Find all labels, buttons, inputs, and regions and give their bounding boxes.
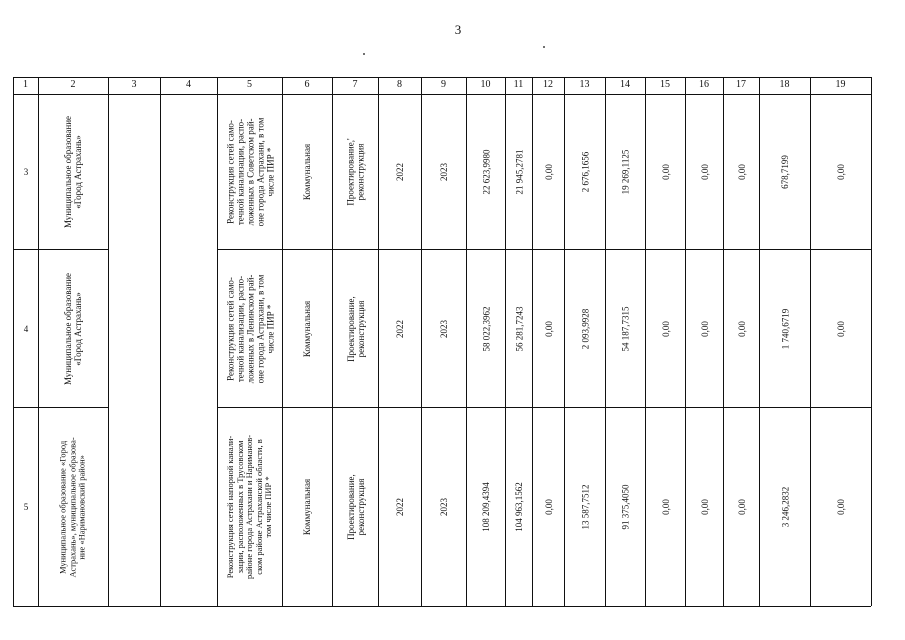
value-cell-col15: [646, 95, 685, 249]
object-name-cell: [218, 408, 282, 606]
value-cell-col15: [646, 408, 685, 606]
start-year-cell-text: 2022: [395, 498, 405, 516]
scan-speck: [363, 53, 365, 55]
start-year-cell-text: 2022: [395, 319, 405, 338]
object-name-cell-line: ложенных в Советском рай-: [245, 118, 255, 226]
work-type-cell: [333, 95, 378, 249]
value-cell-col10-text: 108 209,4394: [481, 482, 491, 532]
value-cell-col16: [686, 250, 723, 407]
object-name-cell-line: числе ПИР *: [265, 304, 275, 353]
scan-speck: [543, 46, 545, 48]
object-name-cell-line: течной канализации, распо-: [235, 275, 245, 382]
value-cell-col17: [724, 250, 759, 407]
row-number-text: 5: [23, 502, 29, 512]
value-cell-col15-text: 0,00: [660, 164, 671, 180]
header-col-12: 12: [543, 79, 553, 90]
row-number: [14, 95, 38, 249]
value-cell-col13-text: 2 093,9928: [580, 308, 590, 349]
object-name-cell-line: Реконструкция сетей само-: [225, 276, 235, 381]
start-year-cell: [379, 408, 421, 606]
value-cell-col11: [506, 408, 532, 606]
column-border: [160, 77, 161, 606]
row-number: [14, 408, 38, 606]
value-cell-col16-text: 0,00: [699, 499, 710, 515]
value-cell-col17-text: 0,00: [736, 164, 747, 180]
value-cell-col12-text: 0,00: [543, 320, 554, 337]
value-cell-col10-text: 22 623,9980: [481, 149, 491, 195]
work-type-cell-line: реконструкция: [355, 143, 366, 201]
work-type-cell-line: Проектирование,: [345, 474, 356, 540]
object-name-cell-line: оне города Астрахани, в том: [255, 117, 265, 227]
merged-cell-mask: [109, 406, 217, 409]
page-number: 3: [454, 22, 462, 37]
value-cell-col17: [724, 95, 759, 249]
start-year-cell-text: 2022: [395, 163, 405, 181]
value-cell-col12-text: 0,00: [543, 164, 554, 180]
work-type-cell: [333, 408, 378, 606]
work-type-cell-text: [346, 296, 366, 362]
row-number: [14, 250, 38, 407]
value-cell-col11-text: 104 963,1562: [514, 482, 524, 532]
end-year-cell-text: 2023: [439, 319, 449, 338]
object-name-cell-text: [225, 118, 275, 227]
object-name-cell: [218, 250, 282, 407]
value-cell-col13: [565, 408, 605, 606]
value-cell-col17-text: 0,00: [736, 499, 747, 515]
header-col-3: 3: [131, 79, 137, 90]
header-col-14: 14: [620, 79, 630, 90]
column-border: [871, 77, 872, 606]
end-year-cell-text: 2023: [439, 498, 449, 516]
value-cell-col13: [565, 250, 605, 407]
value-cell-col14-text: 54 187,7315: [620, 306, 631, 351]
merged-cell-mask: [109, 248, 217, 251]
value-cell-col13-text: 13 587,7512: [580, 484, 590, 530]
value-cell-col11: [506, 95, 532, 249]
value-cell-col16-text: 0,00: [699, 320, 710, 337]
object-name-cell-line: зации, расположенных в Трусовском: [234, 440, 245, 574]
municipality-cell-line: Муниципальное образование: [63, 115, 74, 229]
ownership-cell: [283, 408, 332, 606]
header-col-15: 15: [660, 79, 670, 90]
municipality-cell-line: Астрахань», муниципальное образова-: [67, 436, 78, 578]
object-name-cell-text: [225, 274, 275, 383]
value-cell-col18: [760, 408, 810, 606]
municipality-cell: [39, 408, 108, 606]
row-border: [13, 606, 871, 607]
object-name-cell-line: числе ПИР *: [265, 147, 275, 197]
column-border: [108, 77, 109, 606]
object-name-cell: [218, 95, 282, 249]
municipality-cell-line: Муниципальное образование: [63, 272, 74, 385]
object-name-cell-line: Реконструкция сетей само-: [225, 120, 235, 224]
object-name-cell-line: районе города Астрахани и Нариманов-: [244, 434, 255, 580]
work-type-cell-line: Проектирование,': [345, 138, 356, 206]
value-cell-col15: [646, 250, 685, 407]
municipality-cell-text: [64, 272, 84, 384]
value-cell-col17-text: 0,00: [736, 320, 747, 337]
value-cell-col18-text: 678,7199: [780, 155, 790, 189]
work-type-cell-line: Проектирование,: [345, 295, 356, 362]
header-col-9: 9: [441, 79, 446, 90]
header-col-18: 18: [779, 79, 790, 90]
value-cell-col10: [467, 408, 505, 606]
value-cell-col17: [724, 408, 759, 606]
municipality-cell-text: [64, 116, 84, 228]
header-col-16: 16: [699, 79, 709, 90]
header-col-6: 6: [304, 79, 310, 90]
end-year-cell: [422, 95, 466, 249]
value-cell-col16-text: 0,00: [699, 164, 710, 180]
value-cell-col18: [760, 250, 810, 407]
value-cell-col18-text: 1 740,6719: [780, 308, 790, 349]
work-type-cell-text: [346, 138, 366, 205]
value-cell-col12: [533, 250, 564, 407]
start-year-cell: [379, 95, 421, 249]
work-type-cell-line: реконструкция: [355, 300, 366, 357]
header-col-4: 4: [186, 79, 191, 90]
value-cell-col11-text: 21 945,2781: [514, 149, 524, 195]
value-cell-col10: [467, 95, 505, 249]
work-type-cell-line: реконструкция: [355, 478, 366, 536]
work-type-cell-text: [346, 474, 366, 540]
header-col-17: 17: [736, 79, 746, 90]
value-cell-col15-text: 0,00: [660, 320, 671, 337]
object-name-cell-line: течной канализации, распо-: [235, 118, 245, 226]
value-cell-col14-text: 91 375,4050: [620, 484, 631, 530]
municipality-cell: [39, 250, 108, 407]
value-cell-col13-text: 2 676,1656: [580, 151, 590, 193]
value-cell-col19-text: 0,00: [836, 164, 846, 180]
value-cell-col10-text: 58 022,3962: [481, 306, 491, 351]
municipality-cell-text: [59, 437, 88, 577]
row-number-text: 3: [23, 167, 29, 177]
ownership-cell-text: Коммунальная: [302, 478, 313, 536]
data-table: [13, 77, 871, 606]
object-name-cell-line: том числе ПИР *: [263, 476, 274, 538]
header-col-8: 8: [397, 79, 402, 90]
end-year-cell-text: 2023: [439, 163, 449, 181]
header-col-1: 1: [23, 79, 28, 90]
header-col-2: 2: [70, 79, 76, 90]
object-name-cell-line: ложенных в Ленинском рай-: [245, 274, 255, 383]
value-cell-col14: [606, 250, 645, 407]
value-cell-col19: [811, 95, 871, 249]
value-cell-col18: [760, 95, 810, 249]
value-cell-col19-text: 0,00: [836, 320, 846, 337]
end-year-cell: [422, 408, 466, 606]
value-cell-col16: [686, 408, 723, 606]
value-cell-col10: [467, 250, 505, 407]
start-year-cell: [379, 250, 421, 407]
row-number-text: 4: [23, 323, 29, 334]
value-cell-col19-text: 0,00: [836, 499, 846, 515]
object-name-cell-line: оне города Астрахани, в том: [255, 274, 265, 383]
municipality-cell-line: «Город Астрахань»: [73, 135, 84, 209]
object-name-cell-text: [226, 435, 274, 579]
value-cell-col19: [811, 408, 871, 606]
value-cell-col14: [606, 95, 645, 249]
header-col-11: 11: [513, 79, 524, 90]
value-cell-col14-text: 19 269,1125: [620, 149, 631, 195]
value-cell-col12: [533, 408, 564, 606]
header-col-10: 10: [480, 79, 491, 90]
header-col-5: 5: [247, 79, 252, 90]
municipality-cell: [39, 95, 108, 249]
municipality-cell-line: ние «Наримановский район»: [77, 454, 88, 560]
value-cell-col15-text: 0,00: [660, 499, 671, 515]
ownership-cell: [283, 250, 332, 407]
value-cell-col12: [533, 95, 564, 249]
ownership-cell-text: Коммунальная: [302, 143, 313, 201]
value-cell-col16: [686, 95, 723, 249]
header-col-7: 7: [352, 79, 358, 90]
value-cell-col13: [565, 95, 605, 249]
value-cell-col11-text: 56 281,7243: [514, 306, 524, 351]
ownership-cell-text: Коммунальная: [302, 300, 313, 357]
header-col-13: 13: [579, 79, 590, 90]
value-cell-col12-text: 0,00: [543, 499, 554, 515]
municipality-cell-line: Муниципальное образование «Город: [58, 440, 69, 574]
value-cell-col14: [606, 408, 645, 606]
object-name-cell-line: Реконструкция сетей напорной канали-: [225, 435, 236, 579]
value-cell-col19: [811, 250, 871, 407]
object-name-cell-line: ском районе Астраханской области, в: [253, 439, 264, 575]
end-year-cell: [422, 250, 466, 407]
value-cell-col18-text: 3 246,2832: [780, 486, 790, 528]
value-cell-col11: [506, 250, 532, 407]
work-type-cell: [333, 250, 378, 407]
header-col-19: 19: [835, 79, 846, 90]
municipality-cell-line: «Город Астрахань»: [73, 291, 84, 366]
ownership-cell: [283, 95, 332, 249]
